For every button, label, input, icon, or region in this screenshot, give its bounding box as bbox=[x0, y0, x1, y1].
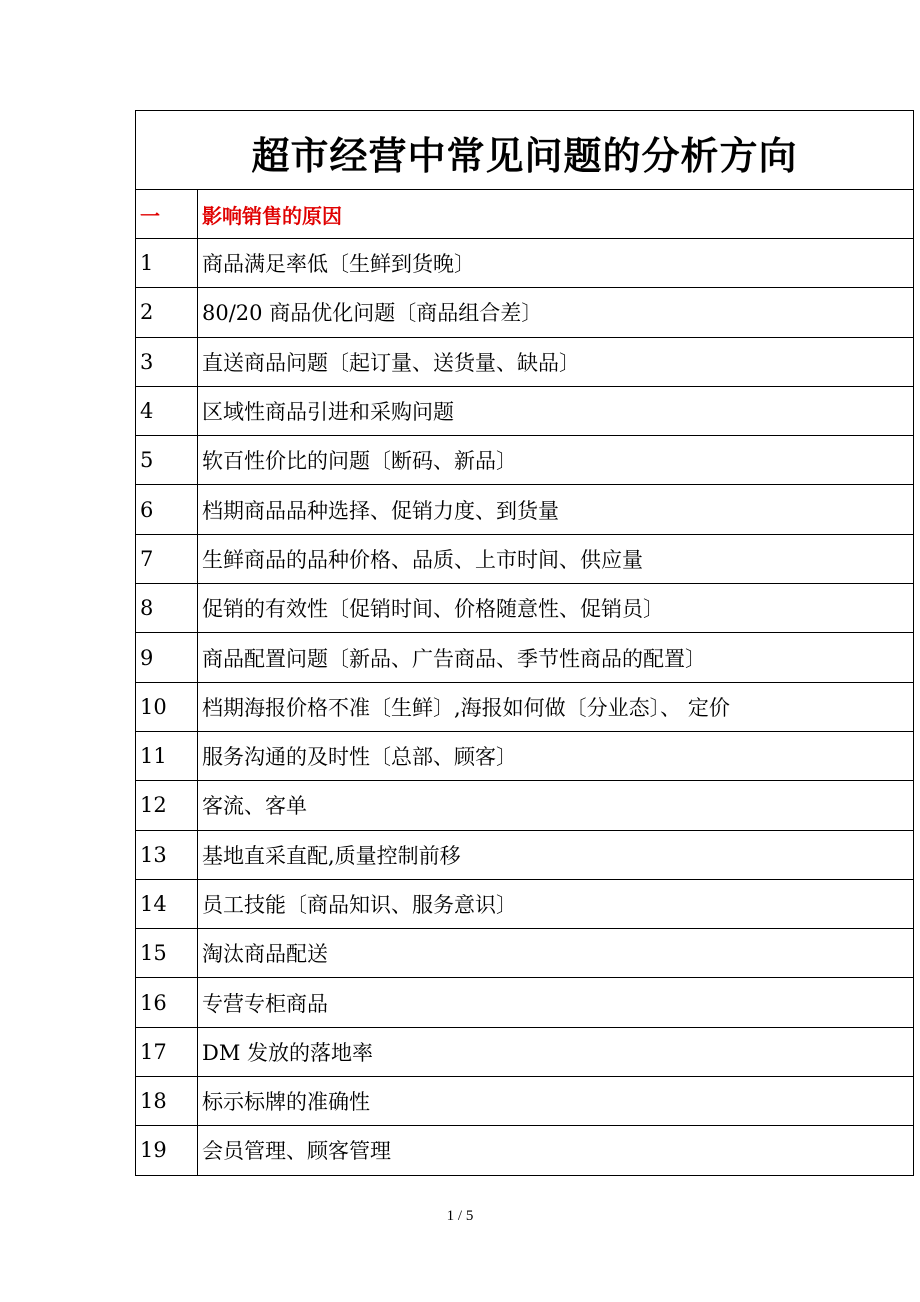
row-number: 1 bbox=[136, 239, 198, 288]
table-row bbox=[136, 682, 914, 731]
row-number: 8 bbox=[136, 584, 198, 633]
row-number: 4 bbox=[136, 386, 198, 435]
row-number: 14 bbox=[136, 879, 198, 928]
row-text: 客流、客单 bbox=[198, 781, 914, 830]
row-number: 7 bbox=[136, 534, 198, 583]
document-title: 超市经营中常见问题的分析方向 bbox=[136, 111, 914, 190]
table-row bbox=[136, 337, 914, 386]
section-number: 一 bbox=[136, 190, 198, 239]
row-number: 11 bbox=[136, 731, 198, 780]
row-number: 5 bbox=[136, 436, 198, 485]
section-row bbox=[136, 190, 914, 239]
table-row bbox=[136, 978, 914, 1027]
row-text: 直送商品问题〔起订量、送货量、缺品〕 bbox=[198, 337, 914, 386]
row-text: 生鲜商品的品种价格、品质、上市时间、供应量 bbox=[198, 534, 914, 583]
title-row bbox=[136, 111, 914, 190]
table-row bbox=[136, 386, 914, 435]
row-number: 6 bbox=[136, 485, 198, 534]
table-row bbox=[136, 436, 914, 485]
table-row bbox=[136, 879, 914, 928]
row-number: 9 bbox=[136, 633, 198, 682]
table-row bbox=[136, 485, 914, 534]
table-row bbox=[136, 534, 914, 583]
row-text: 区域性商品引进和采购问题 bbox=[198, 386, 914, 435]
table-row bbox=[136, 288, 914, 337]
table-row bbox=[136, 584, 914, 633]
row-text: 软百性价比的问题〔断码、新品〕 bbox=[198, 436, 914, 485]
row-number: 13 bbox=[136, 830, 198, 879]
table-row bbox=[136, 1027, 914, 1076]
row-text: 商品满足率低〔生鲜到货晚〕 bbox=[198, 239, 914, 288]
row-number: 15 bbox=[136, 929, 198, 978]
row-text: 标示标牌的准确性 bbox=[198, 1077, 914, 1126]
issues-table bbox=[135, 110, 914, 1176]
row-number: 10 bbox=[136, 682, 198, 731]
row-number: 12 bbox=[136, 781, 198, 830]
row-text: 促销的有效性〔促销时间、价格随意性、促销员〕 bbox=[198, 584, 914, 633]
table-row bbox=[136, 731, 914, 780]
row-number: 19 bbox=[136, 1126, 198, 1175]
table-row bbox=[136, 830, 914, 879]
table-row bbox=[136, 1126, 914, 1175]
row-text: 商品配置问题〔新品、广告商品、季节性商品的配置〕 bbox=[198, 633, 914, 682]
row-text: 80/20 商品优化问题〔商品组合差〕 bbox=[198, 288, 914, 337]
row-text: 会员管理、顾客管理 bbox=[198, 1126, 914, 1175]
row-text: 员工技能〔商品知识、服务意识〕 bbox=[198, 879, 914, 928]
section-heading: 影响销售的原因 bbox=[198, 190, 914, 239]
row-text: 档期商品品种选择、促销力度、到货量 bbox=[198, 485, 914, 534]
row-number: 16 bbox=[136, 978, 198, 1027]
table-row bbox=[136, 239, 914, 288]
row-number: 17 bbox=[136, 1027, 198, 1076]
table-row bbox=[136, 633, 914, 682]
row-number: 2 bbox=[136, 288, 198, 337]
row-number: 18 bbox=[136, 1077, 198, 1126]
table-row bbox=[136, 1077, 914, 1126]
row-text: 淘汰商品配送 bbox=[198, 929, 914, 978]
row-text: 档期海报价格不准〔生鲜〕,海报如何做〔分业态〕、 定价 bbox=[198, 682, 914, 731]
table-row bbox=[136, 929, 914, 978]
row-text: 服务沟通的及时性〔总部、顾客〕 bbox=[198, 731, 914, 780]
table-row bbox=[136, 781, 914, 830]
row-text: DM 发放的落地率 bbox=[198, 1027, 914, 1076]
row-text: 专营专柜商品 bbox=[198, 978, 914, 1027]
row-number: 3 bbox=[136, 337, 198, 386]
page-indicator: 1 / 5 bbox=[446, 1208, 474, 1224]
row-text: 基地直采直配,质量控制前移 bbox=[198, 830, 914, 879]
